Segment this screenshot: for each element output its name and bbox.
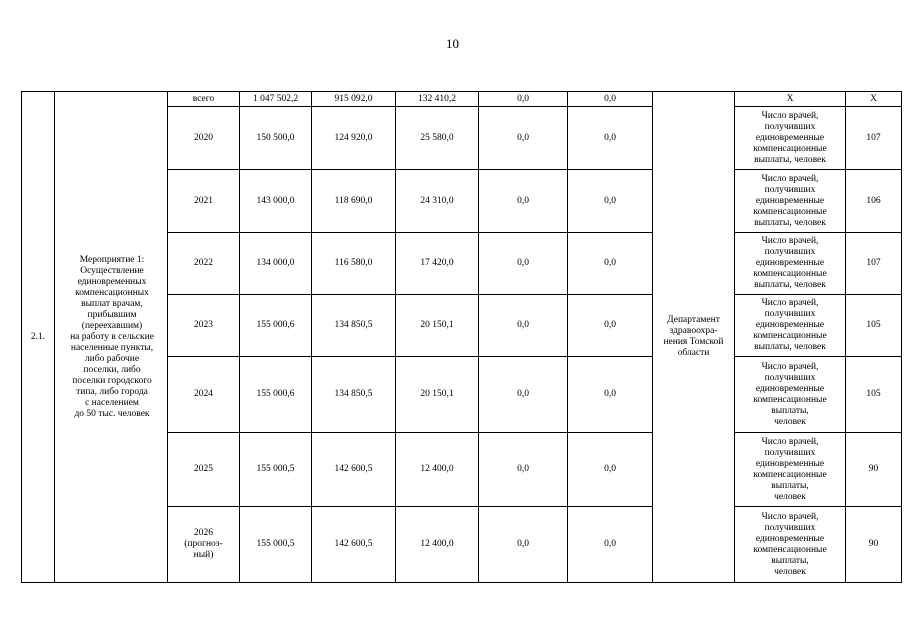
total-cell: 155 000,5	[240, 433, 312, 507]
source2-cell: 25 580,0	[396, 107, 479, 170]
source2-cell: 24 310,0	[396, 170, 479, 233]
source1-cell: 118 690,0	[312, 170, 396, 233]
source2-cell: 132 410,2	[396, 92, 479, 107]
source4-cell: 0,0	[568, 507, 653, 583]
source3-cell: 0,0	[479, 357, 568, 433]
indicator-cell: Число врачей, получивших единовременные компенсационные выплаты, человек	[735, 170, 846, 233]
activity-name: Мероприятие 1: Осуществление единовременных компенсационных выплат врачам, прибывшим (переехавшим) на работу в сельские населенные пункты, либо рабочие поселки, либо поселки городского типа, либо города с населением до 50 тыс. человек	[55, 92, 168, 583]
period-cell: 2023	[168, 295, 240, 357]
source3-cell: 0,0	[479, 507, 568, 583]
total-cell: 150 500,0	[240, 107, 312, 170]
source1-cell: 124 920,0	[312, 107, 396, 170]
source3-cell: 0,0	[479, 295, 568, 357]
source4-cell: 0,0	[568, 92, 653, 107]
total-cell: 155 000,6	[240, 295, 312, 357]
source1-cell: 134 850,5	[312, 357, 396, 433]
source3-cell: 0,0	[479, 233, 568, 295]
total-cell: 134 000,0	[240, 233, 312, 295]
indicator-value-cell: 107	[846, 107, 902, 170]
table-row	[22, 92, 902, 107]
source2-cell: 12 400,0	[396, 507, 479, 583]
program-table	[21, 91, 902, 583]
period-cell: всего	[168, 92, 240, 107]
source4-cell: 0,0	[568, 107, 653, 170]
period-cell: 2026 (прогноз- ный)	[168, 507, 240, 583]
source2-cell: 12 400,0	[396, 433, 479, 507]
source2-cell: 17 420,0	[396, 233, 479, 295]
source3-cell: 0,0	[479, 92, 568, 107]
source3-cell: 0,0	[479, 107, 568, 170]
table-body	[22, 92, 902, 583]
period-cell: 2025	[168, 433, 240, 507]
indicator-cell: Число врачей, получивших единовременные компенсационные выплаты, человек	[735, 357, 846, 433]
indicator-cell: Число врачей, получивших единовременные компенсационные выплаты, человек	[735, 295, 846, 357]
source1-cell: 915 092,0	[312, 92, 396, 107]
source4-cell: 0,0	[568, 357, 653, 433]
total-cell: 155 000,5	[240, 507, 312, 583]
source2-cell: 20 150,1	[396, 357, 479, 433]
source4-cell: 0,0	[568, 233, 653, 295]
source4-cell: 0,0	[568, 433, 653, 507]
indicator-value-cell: 107	[846, 233, 902, 295]
page-number: 10	[446, 36, 459, 51]
indicator-value-cell: Х	[846, 92, 902, 107]
period-cell: 2020	[168, 107, 240, 170]
source1-cell: 142 600,5	[312, 507, 396, 583]
row-code: 2.1.	[22, 92, 55, 583]
source4-cell: 0,0	[568, 170, 653, 233]
indicator-cell: Число врачей, получивших единовременные компенсационные выплаты, человек	[735, 433, 846, 507]
source1-cell: 142 600,5	[312, 433, 396, 507]
source3-cell: 0,0	[479, 433, 568, 507]
period-cell: 2024	[168, 357, 240, 433]
indicator-value-cell: 105	[846, 357, 902, 433]
indicator-value-cell: 106	[846, 170, 902, 233]
source1-cell: 134 850,5	[312, 295, 396, 357]
source1-cell: 116 580,0	[312, 233, 396, 295]
period-cell: 2021	[168, 170, 240, 233]
total-cell: 1 047 502,2	[240, 92, 312, 107]
total-cell: 155 000,6	[240, 357, 312, 433]
indicator-value-cell: 90	[846, 433, 902, 507]
source2-cell: 20 150,1	[396, 295, 479, 357]
indicator-cell: Число врачей, получивших единовременные компенсационные выплаты, человек	[735, 233, 846, 295]
indicator-cell: Число врачей, получивших единовременные компенсационные выплаты, человек	[735, 507, 846, 583]
indicator-cell: Х	[735, 92, 846, 107]
indicator-value-cell: 90	[846, 507, 902, 583]
indicator-value-cell: 105	[846, 295, 902, 357]
indicator-cell: Число врачей, получивших единовременные компенсационные выплаты, человек	[735, 107, 846, 170]
department-cell: Департамент здравоохра- нения Томской области	[653, 92, 735, 583]
source4-cell: 0,0	[568, 295, 653, 357]
source3-cell: 0,0	[479, 170, 568, 233]
total-cell: 143 000,0	[240, 170, 312, 233]
period-cell: 2022	[168, 233, 240, 295]
